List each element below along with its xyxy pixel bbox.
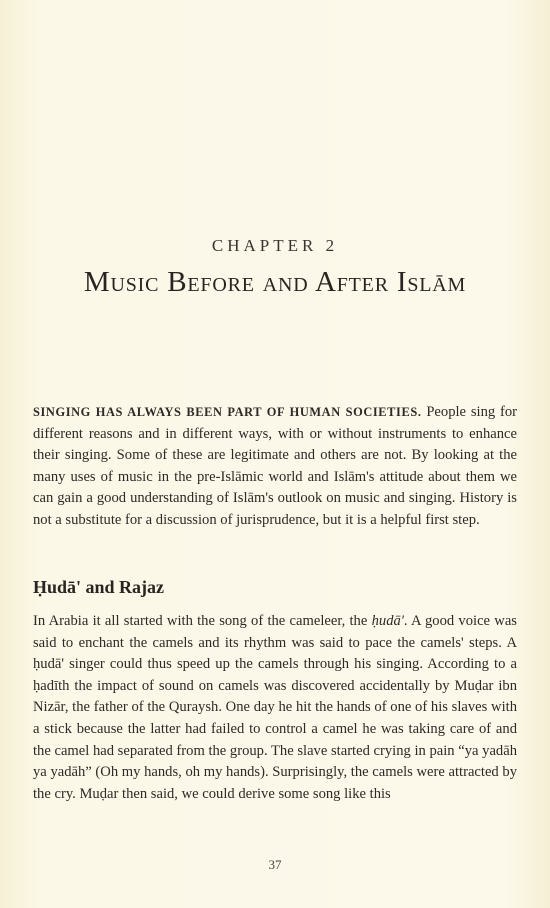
section-text-start: In Arabia it all started with the song of the cameleer, the bbox=[33, 613, 372, 629]
intro-lead-caps: SINGING HAS ALWAYS BEEN PART OF HUMAN SOCIETIES. bbox=[33, 405, 422, 419]
page-number: 37 bbox=[268, 857, 282, 872]
chapter-title: Music Before and After Islām bbox=[83, 266, 467, 298]
intro-text: People sing for different reasons and in different ways, with or without instruments to enhance their singing. Some of these are legitimate and others are not. By looking at the many uses of music in the pre-Islāmic world and Islām's attitude about them we can gain a good understanding of Islām's outlook on music and singing. History is not a substitute for a discussion of jurisprudence, but it is a helpful first step. bbox=[33, 404, 517, 528]
section-paragraph bbox=[33, 611, 517, 805]
section-term: ḥudā' bbox=[371, 613, 404, 629]
section-text-rest: . A good voice was said to enchant the camels and its rhythm was said to pace the camels' steps. A ḥudā' singer could thus speed up the camels through his singing. According to a ḥadīth the impact of sound on camels was discovered accidentally by Muḍar ibn Nizār, the father of the Quraysh. One day he hit the hands of one of his slaves with a stick because the latter had failed to control a camel he was taking care of and the camel had separated from the group. The slave started crying in pain “ya yadāh ya yadāh” (Oh my hands, oh my hands). Surprisingly, the camels were attracted by the cry. Muḍar then said, we could derive some song like this bbox=[33, 613, 517, 802]
chapter-label: CHAPTER 2 bbox=[211, 236, 339, 255]
section-heading: Ḥudā' and Rajaz bbox=[33, 577, 165, 597]
intro-paragraph bbox=[33, 402, 517, 532]
